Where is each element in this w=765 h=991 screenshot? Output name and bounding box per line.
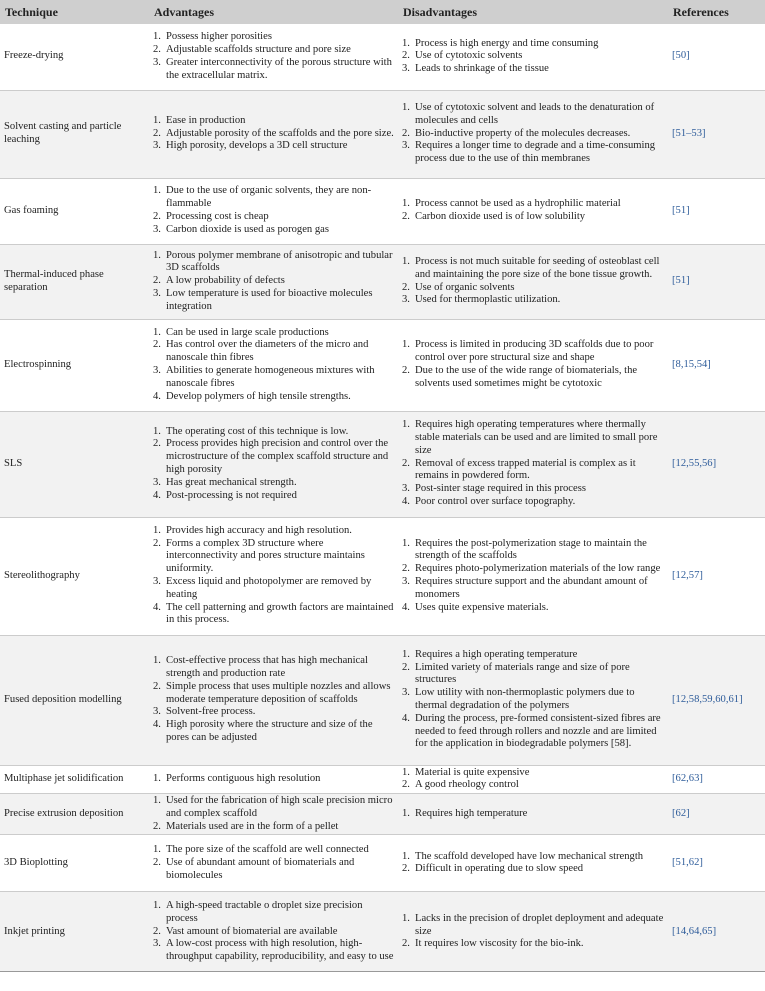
list-item [402,538,664,564]
item-number: 3. [402,294,410,306]
item-number: 1. [402,339,410,351]
item-number: 2. [153,680,161,692]
list-item [153,719,394,745]
item-text: The cell patterning and growth factors are maintained in this process. [166,601,394,626]
list-item [402,938,664,951]
reference-link[interactable]: [50] [668,24,765,90]
list-item [153,900,394,926]
item-text: Possess higher porosities [166,31,272,43]
item-list [402,808,664,821]
item-text: Use of organic solvents [415,281,515,293]
list-item [402,483,664,496]
item-number: 4. [402,712,410,724]
item-text: The scaffold developed have low mechanical strength [415,850,644,862]
item-text: Provides high accuracy and high resolution. [166,524,352,536]
item-number: 1. [402,912,410,924]
table-body [0,24,765,972]
list-item [153,681,394,707]
technique-cell: SLS [0,411,149,517]
item-number: 1. [402,850,410,862]
list-item [153,426,394,439]
advantages-cell [149,90,398,178]
technique-cell: Stereolithography [0,517,149,635]
item-text: Uses quite expensive materials. [415,601,549,613]
table-row [0,794,765,835]
item-number: 2. [153,820,161,832]
item-text: Excess liquid and photopolymer are removed by heating [166,576,372,600]
item-text: Use of cytotoxic solvents [415,50,523,62]
item-number: 1. [402,766,410,778]
list-item [402,365,664,391]
item-text: Process is not much suitable for seeding of osteoblast cell and maintaining the pore size of the bone tissue growth. [415,255,660,280]
list-item [153,655,394,681]
list-item [402,50,664,63]
item-number: 1. [402,648,410,660]
item-text: During the process, pre-formed consistent-sized fibres are needed to feed through rollers and nozzle and are limited for the application in biodegradable polymers [58]. [415,712,661,750]
advantages-cell [149,892,398,972]
list-item [402,496,664,509]
item-number: 1. [402,419,410,431]
item-text: Simple process that uses multiple nozzles and allows moderate temperature deposition of scaffolds [166,680,391,705]
reference-link[interactable]: [12,58,59,60,61] [668,635,765,765]
item-list [402,538,664,615]
list-item [402,38,664,51]
reference-link[interactable]: [12,57] [668,517,765,635]
item-number: 2. [402,127,410,139]
item-number: 1. [402,537,410,549]
item-text: Greater interconnectivity of the porous structure with the extracellular matrix. [166,56,392,81]
list-item [402,662,664,688]
item-text: Low temperature is used for bioactive molecules integration [166,287,373,312]
item-text: Solvent-free process. [166,706,256,718]
advantages-cell [149,635,398,765]
technique-cell: Thermal-induced phase separation [0,244,149,319]
list-item [153,438,394,476]
item-text: Requires high temperature [415,807,528,819]
item-text: Material is quite expensive [415,766,530,778]
advantages-cell [149,319,398,411]
item-text: Cost-effective process that has high mechanical strength and production rate [166,655,368,679]
list-item [153,211,394,224]
table-row [0,835,765,892]
list-item [153,31,394,44]
disadvantages-cell [398,411,668,517]
list-item [153,224,394,237]
item-number: 3. [402,63,410,75]
item-text: Has great mechanical strength. [166,476,297,488]
technique-cell: Gas foaming [0,178,149,244]
list-item [402,713,664,751]
item-text: Use of abundant amount of biomaterials and biomolecules [166,857,355,881]
advantages-cell [149,178,398,244]
item-number: 2. [153,857,161,869]
item-text: Due to the use of organic solvents, they are non-flammable [166,185,372,210]
item-text: A low-cost process with high resolution, high-throughput capability, reproducibility, and easy to use [166,938,394,963]
list-item [153,327,394,340]
item-number: 3. [153,706,161,718]
item-text: It requires low viscosity for the bio-ink. [415,938,584,950]
item-list [153,525,394,627]
list-item [402,419,664,457]
item-list [153,426,394,503]
disadvantages-cell [398,319,668,411]
item-text: A good rheology control [415,779,519,791]
disadvantages-cell [398,835,668,892]
item-number: 2. [153,537,161,549]
item-number: 1. [153,185,161,197]
item-number: 1. [402,807,410,819]
item-text: Ease in production [166,114,246,126]
item-number: 3. [402,483,410,495]
item-text: The operating cost of this technique is low. [166,425,349,437]
item-text: Requires a high operating temperature [415,648,578,660]
list-item [153,140,394,153]
advantages-cell [149,765,398,794]
item-list [153,250,394,314]
item-number: 2. [402,779,410,791]
table-row [0,892,765,972]
list-item [153,288,394,314]
list-item [153,602,394,628]
item-number: 2. [153,925,161,937]
item-number: 2. [153,211,161,222]
list-item [153,477,394,490]
item-text: Adjustable scaffolds structure and pore size [166,43,351,55]
item-list [402,913,664,951]
item-text: Due to the use of the wide range of biomaterials, the solvents used sometimes might be cytotoxic [415,365,638,389]
list-item [402,256,664,282]
item-list [153,844,394,882]
item-number: 1. [153,795,161,807]
reference-link[interactable]: [14,64,65] [668,892,765,972]
item-text: Requires structure support and the abundant amount of monomers [415,576,648,600]
item-number: 2. [402,661,410,673]
list-item [153,773,394,786]
advantages-cell [149,244,398,319]
item-number: 3. [153,287,161,299]
header-disadvantages: Disadvantages [398,0,668,24]
reference-link[interactable]: [51,62] [668,835,765,892]
list-item [402,687,664,713]
item-text: Bio-inductive property of the molecules decreases. [415,127,631,139]
item-number: 4. [153,719,161,731]
item-number: 2. [402,211,410,222]
table-row [0,635,765,765]
list-item [153,57,394,83]
item-number: 3. [153,938,161,950]
table-row [0,244,765,319]
advantages-cell [149,794,398,835]
item-list [402,419,664,509]
list-item [402,458,664,484]
item-number: 4. [153,601,161,613]
disadvantages-cell [398,765,668,794]
list-item [153,115,394,128]
item-list [153,115,394,153]
item-text: Process cannot be used as a hydrophilic material [415,198,621,210]
disadvantages-cell [398,90,668,178]
item-text: Post-processing is not required [166,489,297,501]
list-item [402,779,664,792]
item-text: Requires high operating temperatures where thermally stable materials can be used and are limited to small pore size [415,419,658,456]
reference-link[interactable]: [62,63] [668,765,765,794]
header-technique: Technique [0,0,149,24]
disadvantages-cell [398,635,668,765]
item-number: 3. [153,140,161,152]
list-item [153,365,394,391]
item-text: Carbon dioxide is used as porogen gas [166,223,329,235]
list-item [402,576,664,602]
item-number: 1. [153,249,161,261]
item-number: 3. [153,223,161,235]
table-row [0,24,765,90]
reference-link[interactable]: [51] [668,178,765,244]
item-text: Can be used in large scale productions [166,326,329,338]
item-list [402,339,664,390]
advantages-cell [149,517,398,635]
technique-cell: 3D Bioplotting [0,835,149,892]
table-row [0,517,765,635]
list-item [153,706,394,719]
item-number: 2. [153,339,161,351]
item-number: 1. [402,37,410,49]
item-list [153,773,394,786]
item-list [402,649,664,751]
list-item [153,391,394,404]
item-list [153,655,394,745]
disadvantages-cell [398,794,668,835]
item-number: 3. [153,56,161,68]
list-item [402,294,664,307]
list-item [402,563,664,576]
list-item [402,128,664,141]
item-text: Processing cost is cheap [166,211,269,222]
list-item [402,102,664,128]
list-item [153,821,394,834]
reference-link[interactable]: [51] [668,244,765,319]
list-item [153,128,394,141]
list-item [402,198,664,211]
item-text: Carbon dioxide used is of low solubility [415,211,586,222]
list-item [402,767,664,780]
item-number: 1. [153,844,161,856]
reference-link[interactable]: [62] [668,794,765,835]
table-row [0,319,765,411]
item-number: 2. [153,43,161,55]
item-number: 2. [402,457,410,469]
item-list [402,198,664,224]
advantages-cell [149,835,398,892]
list-item [402,913,664,939]
reference-link[interactable]: [12,55,56] [668,411,765,517]
item-list [402,767,664,793]
item-number: 2. [153,275,161,287]
disadvantages-cell [398,24,668,90]
item-number: 1. [153,326,161,338]
list-item [402,211,664,224]
item-number: 2. [402,563,410,575]
item-text: Removal of excess trapped material is complex as it remains in powdered form. [415,457,636,482]
item-number: 2. [402,281,410,293]
item-list [402,256,664,307]
item-number: 3. [402,576,410,587]
item-number: 1. [153,524,161,536]
list-item [153,857,394,883]
reference-link[interactable]: [8,15,54] [668,319,765,411]
table-header [0,0,765,24]
item-text: Use of cytotoxic solvent and leads to the denaturation of molecules and cells [415,102,655,126]
item-text: Requires a longer time to degrade and a time-consuming process due to the use of thin membranes [415,140,656,165]
item-text: Forms a complex 3D structure where interconnectivity and pores structure maintains uniformity. [166,537,365,575]
item-text: Porous polymer membrane of anisotropic and tubular 3D scaffolds [166,249,393,274]
list-item [402,808,664,821]
item-text: Lacks in the precision of droplet deployment and adequate size [415,912,664,937]
item-list [153,900,394,964]
list-item [153,844,394,857]
disadvantages-cell [398,892,668,972]
item-text: Limited variety of materials range and size of pore structures [415,661,630,686]
list-item [153,525,394,538]
item-text: Process is limited in producing 3D scaffolds due to poor control over pore structural size and shape [415,339,654,364]
list-item [153,185,394,211]
item-number: 2. [402,365,410,376]
table-row [0,765,765,794]
list-item [153,490,394,503]
item-text: Requires photo-polymerization materials of the low range [415,563,661,575]
item-text: Has control over the diameters of the micro and nanoscale thin fibres [166,339,369,364]
table-row [0,411,765,517]
technique-cell: Electrospinning [0,319,149,411]
item-number: 1. [153,114,161,126]
item-number: 2. [153,438,161,450]
item-text: Post-sinter stage required in this process [415,483,586,495]
item-text: Requires the post-polymerization stage to maintain the strength of the scaffolds [415,537,647,562]
item-text: Process provides high precision and control over the microstructure of the complex scaffold structure and high porosity [166,438,389,475]
disadvantages-cell [398,178,668,244]
list-item [153,275,394,288]
item-number: 3. [402,140,410,152]
item-number: 1. [153,899,161,911]
item-list [153,327,394,404]
list-item [153,538,394,576]
item-list [402,851,664,877]
list-item [402,602,664,615]
list-item [153,926,394,939]
item-number: 4. [402,601,410,613]
item-text: Develop polymers of high tensile strengths. [166,390,351,402]
item-number: 1. [153,655,161,667]
header-row [0,0,765,24]
item-text: Vast amount of biomaterial are available [166,925,338,937]
list-item [153,250,394,276]
reference-link[interactable]: [51–53] [668,90,765,178]
item-text: Abilities to generate homogeneous mixtures with nanoscale fibres [166,365,375,389]
item-text: Adjustable porosity of the scaffolds and the pore size. [166,127,394,139]
list-item [153,339,394,365]
item-text: High porosity, develops a 3D cell structure [166,140,348,152]
item-number: 2. [402,938,410,950]
header-advantages: Advantages [149,0,398,24]
advantages-cell [149,411,398,517]
technique-cell: Solvent casting and particle leaching [0,90,149,178]
advantages-cell [149,24,398,90]
item-text: The pore size of the scaffold are well connected [166,844,369,856]
item-number: 3. [153,365,161,376]
item-number: 3. [153,476,161,488]
item-number: 1. [402,102,410,113]
item-number: 1. [153,31,161,43]
item-number: 2. [402,863,410,875]
list-item [402,863,664,876]
item-number: 3. [402,687,410,699]
item-list [402,38,664,76]
item-number: 1. [402,198,410,210]
list-item [153,576,394,602]
item-number: 4. [402,495,410,507]
item-text: High porosity where the structure and size of the pores can be adjusted [166,719,373,743]
list-item [153,795,394,821]
item-list [153,31,394,82]
item-text: Materials used are in the form of a pellet [166,820,339,832]
table-row [0,90,765,178]
item-number: 3. [153,576,161,587]
technique-cell: Freeze-drying [0,24,149,90]
item-list [402,102,664,166]
item-number: 1. [402,255,410,267]
item-text: Used for the fabrication of high scale precision micro and complex scaffold [166,795,393,819]
list-item [402,140,664,166]
technique-cell: Fused deposition modelling [0,635,149,765]
item-list [153,795,394,833]
item-list [153,185,394,236]
item-text: Poor control over surface topography. [415,495,576,507]
header-references: References [668,0,765,24]
list-item [402,63,664,76]
item-number: 4. [153,489,161,501]
technique-cell: Multiphase jet solidification [0,765,149,794]
item-text: Low utility with non-thermoplastic polymers due to thermal degradation of the polymers [415,687,635,711]
technique-cell: Inkjet printing [0,892,149,972]
item-number: 4. [153,390,161,402]
item-number: 2. [402,50,410,62]
item-text: Process is high energy and time consuming [415,37,599,49]
list-item [402,339,664,365]
disadvantages-cell [398,244,668,319]
list-item [402,282,664,295]
item-text: A high-speed tractable o droplet size precision process [166,899,363,924]
technique-cell: Precise extrusion deposition [0,794,149,835]
disadvantages-cell [398,517,668,635]
item-text: A low probability of defects [166,275,285,287]
table-row [0,178,765,244]
list-item [402,851,664,864]
item-text: Leads to shrinkage of the tissue [415,63,549,75]
list-item [153,44,394,57]
item-text: Used for thermoplastic utilization. [415,294,561,306]
list-item [402,649,664,662]
item-number: 1. [153,772,161,784]
item-number: 1. [153,425,161,437]
item-text: Performs contiguous high resolution [166,772,321,784]
item-number: 2. [153,127,161,139]
list-item [153,938,394,964]
item-text: Difficult in operating due to slow speed [415,863,584,875]
